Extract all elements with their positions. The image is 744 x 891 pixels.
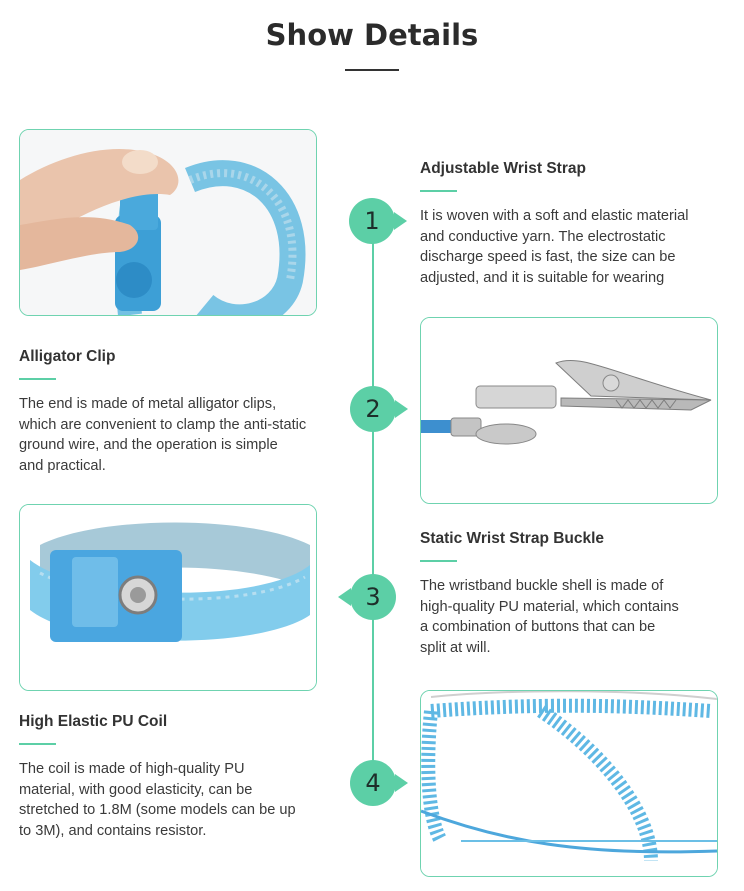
feature-static-wrist-strap-buckle bbox=[420, 530, 730, 658]
title-underline bbox=[345, 69, 399, 71]
buckle-photo bbox=[19, 504, 317, 691]
feature-high-elastic-pu-coil bbox=[19, 713, 341, 841]
alligator-clip-photo bbox=[420, 317, 718, 504]
feature-title: Alligator Clip bbox=[19, 348, 116, 365]
feature-title: Static Wrist Strap Buckle bbox=[420, 530, 605, 547]
feature-title-underline bbox=[19, 378, 56, 380]
feature-description: The end is made of metal alligator clips, which are convenient to clamp the anti-static ground wire, and the operation is simple and practical. bbox=[19, 396, 307, 474]
feature-title-underline bbox=[420, 190, 457, 192]
feature-title-underline bbox=[19, 743, 56, 745]
step-4-badge: 4 bbox=[350, 760, 396, 806]
feature-title-underline bbox=[420, 560, 457, 562]
feature-description: The wristband buckle shell is made of high-quality PU material, which contains a combination of buttons that can be split at will. bbox=[420, 578, 679, 656]
feature-title: High Elastic PU Coil bbox=[19, 713, 168, 730]
wrist-strap-photo bbox=[19, 129, 317, 316]
timeline-line bbox=[372, 222, 374, 782]
step-3-badge: 3 bbox=[350, 574, 396, 620]
coil-cord-photo bbox=[420, 690, 718, 877]
feature-adjustable-wrist-strap bbox=[420, 160, 730, 288]
feature-description: It is woven with a soft and elastic material and conductive yarn. The electrostatic discharge speed is fast, the size can be adjusted, and it is suitable for wearing bbox=[420, 208, 689, 286]
step-2-badge: 2 bbox=[350, 386, 396, 432]
page-title: Show Details bbox=[265, 18, 479, 52]
feature-description: The coil is made of high-quality PU material, with good elasticity, can be stretched to 1.8M (some models can be up to 3M), and contains resistor. bbox=[19, 761, 296, 839]
step-1-badge: 1 bbox=[349, 198, 395, 244]
feature-title: Adjustable Wrist Strap bbox=[420, 160, 586, 177]
feature-alligator-clip bbox=[19, 348, 341, 476]
